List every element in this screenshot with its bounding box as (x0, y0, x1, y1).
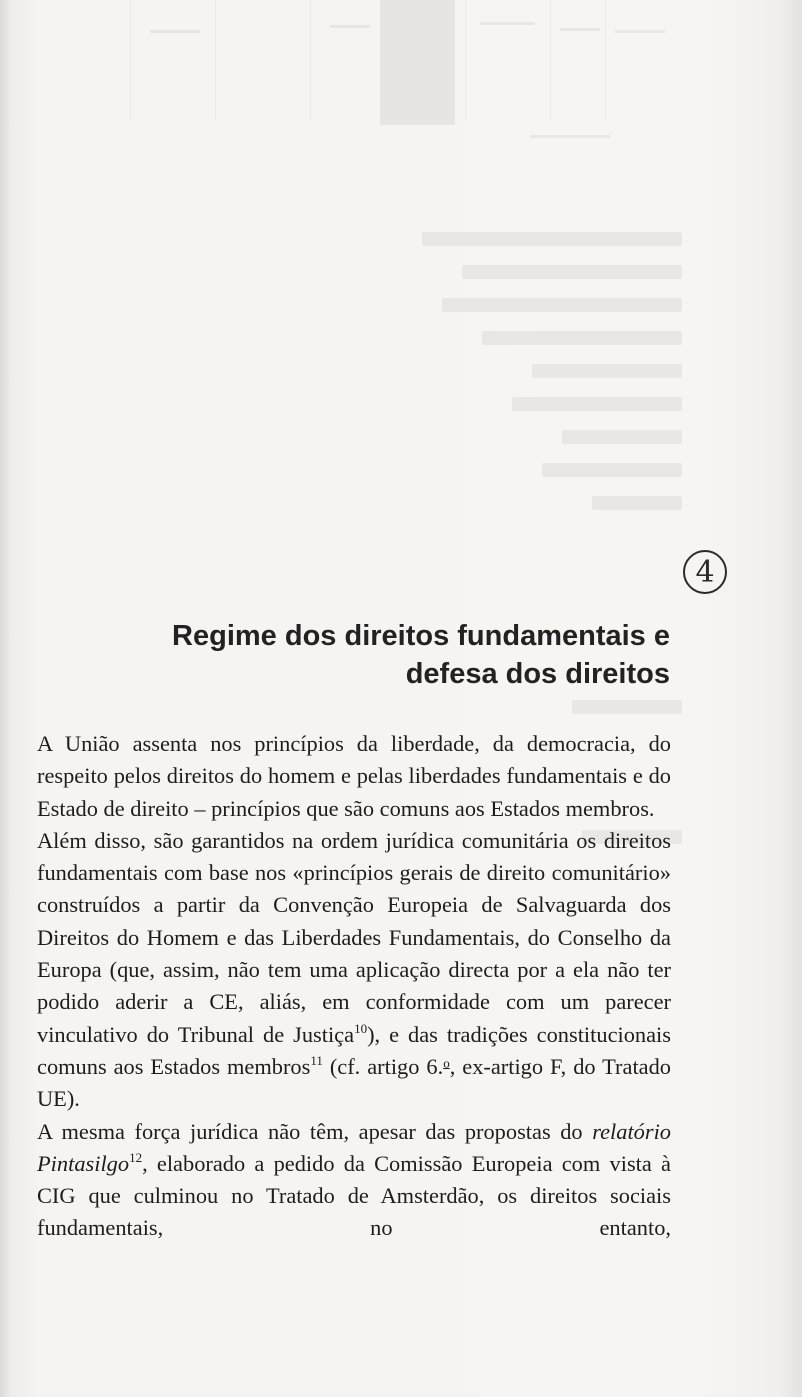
footnote-ref-10[interactable]: 10 (354, 1020, 368, 1036)
show-through-line (442, 298, 682, 312)
footnote-ref-11[interactable]: 11 (310, 1052, 323, 1068)
paragraph-3-end: , elaborado a pedido da Comissão Europeia com vista à CIG que culminou no Tratado de Amsterdão, os direitos sociais fundamentais, no entanto, (37, 1150, 671, 1241)
chapter-number: 4 (695, 554, 715, 590)
page-gutter-shadow (0, 0, 12, 1397)
paragraph-3 (37, 1116, 671, 1245)
page-edge-shadow (776, 0, 802, 1397)
show-through-line (562, 430, 682, 444)
show-through-line (592, 496, 682, 510)
show-through-table (130, 0, 680, 140)
paragraph-3-text: A mesma força jurídica não têm, apesar das propostas do (37, 1118, 593, 1144)
paragraph-2: Além disso, são garantidos na ordem jurídica comunitária os direitos fundamentais com base nos «princípios gerais de direito comunitário» construídos a partir da Convenção Europeia de Salvaguarda dos Direitos do Homem e das Liberdades Fundamentais, do Conselho da Europa (que, assim, não tem uma aplicação directa por a ela não ter podido aderir a CE, aliás, em conformidade com um parecer vinculativo do Tribunal de Justiça$^{10}$), e das tradições constitucionais comuns aos Estados membros$^{11}$ (cf. artigo 6.$^o$, ex-artigo F, do Tratado UE). (37, 827, 671, 1112)
show-through-line (512, 397, 682, 411)
report-title: relatório Pintasilgo (37, 1118, 671, 1176)
section-heading-line-1: Regime dos direitos fundamentais e (172, 620, 670, 652)
show-through-line (422, 232, 682, 246)
paragraph-1: A União assenta nos princípios da liberdade, da democracia, do respeito pelos direitos do homem e pelas liberdades fundamentais e do Estado de direito – princípios que são comuns aos Estados membros. (37, 731, 671, 821)
paragraph-2-end: , ex-artigo F, do Tratado UE). (37, 1053, 671, 1112)
section-heading-line-2: defesa dos direitos (405, 658, 670, 690)
show-through-line (532, 364, 682, 378)
paragraph-2-text-cont: ), e das tradições constitucionais comuns aos Estados membros (37, 1021, 671, 1079)
show-through-line (542, 463, 682, 477)
paragraph-2-cf: (cf. artigo 6 (322, 1053, 438, 1079)
paragraph-2-text: Além disso, são garantidos na ordem jurídica comunitária os direitos fundamentais com base nos «princípios gerais de direito comunitário» construídos a partir da Convenção Europeia de Salvaguarda dos Direitos do Homem e das Liberdades Fundamentais, do Conselho da Europa (que, assim, não tem uma aplicação directa por a ela não ter podido aderir a CE, aliás, em conformidade com um parecer vinculativo do Tribunal de Justiça (37, 827, 671, 1047)
show-through-line (572, 700, 682, 714)
section-heading (100, 617, 670, 693)
footnote-ref-12[interactable]: 12 (129, 1149, 143, 1165)
body-text (37, 728, 671, 1245)
ordinal-indicator: o (443, 1055, 450, 1071)
show-through-line (462, 265, 682, 279)
chapter-number-badge (683, 550, 727, 594)
show-through-line (482, 331, 682, 345)
